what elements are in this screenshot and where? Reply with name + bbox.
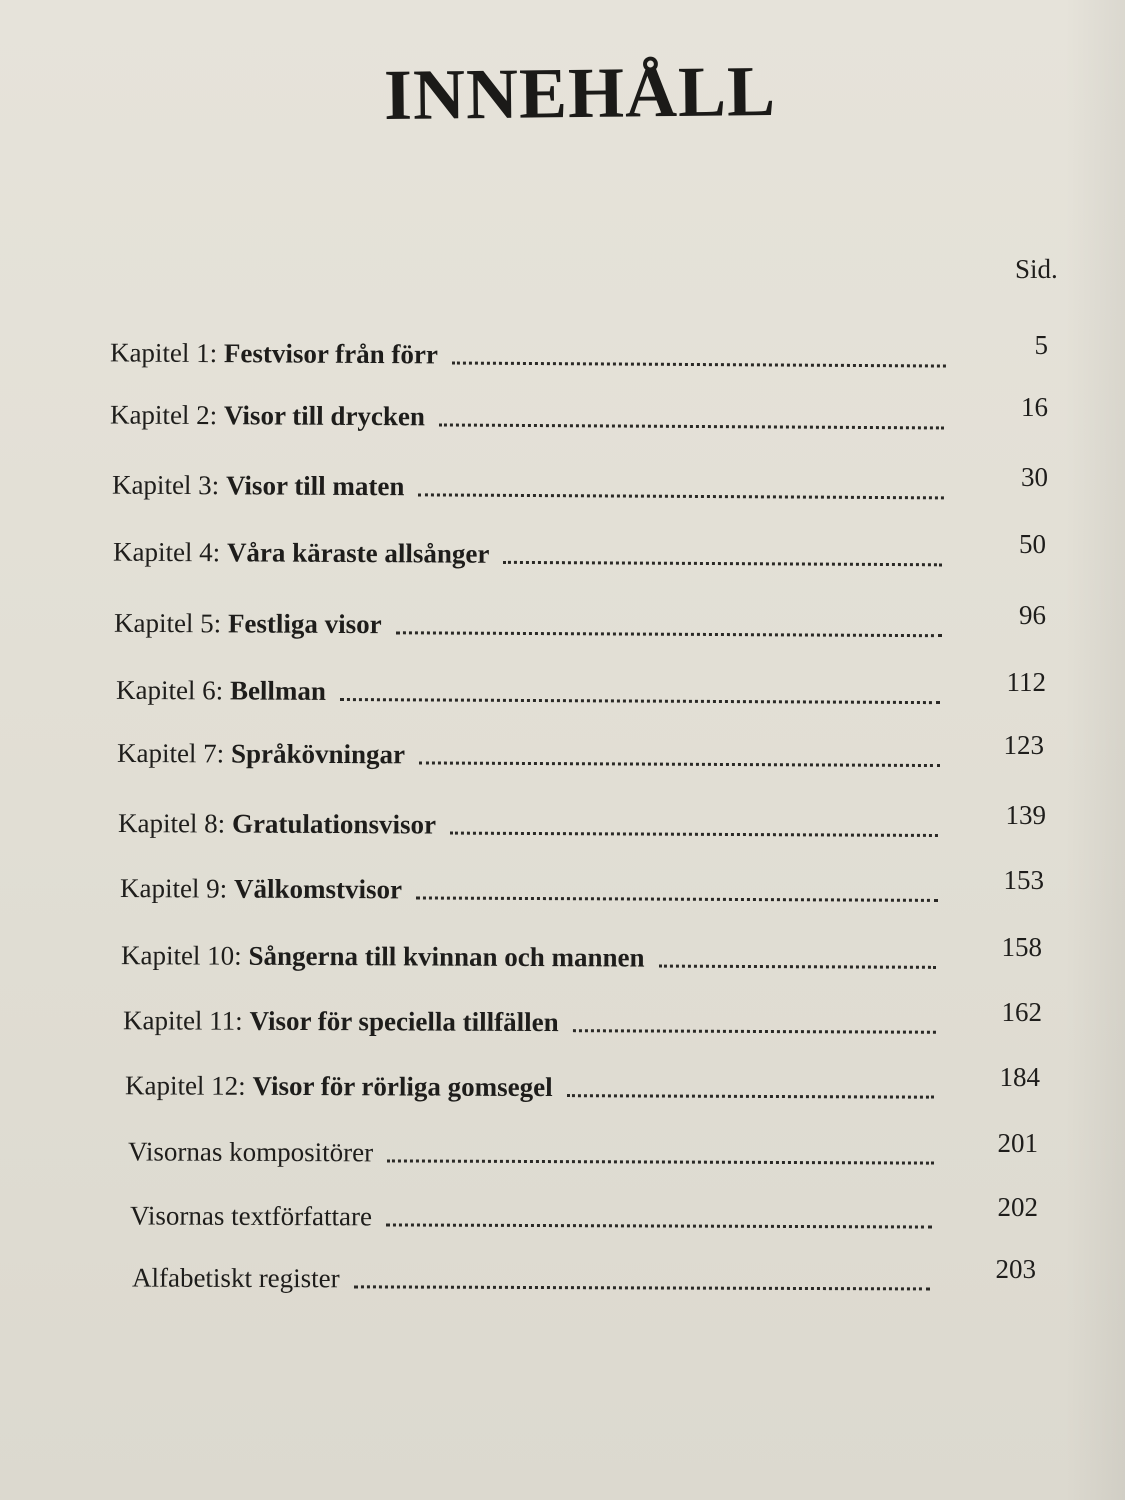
toc-chapter-label: Kapitel 1: (109, 337, 225, 369)
toc-chapter-name: Våra käraste allsånger (226, 537, 490, 569)
dot-leader (386, 1223, 932, 1228)
toc-chapter-label: Kapitel 4: (112, 536, 228, 568)
toc-chapter-label: Kapitel 10: (120, 940, 249, 971)
dot-leader (418, 493, 944, 499)
toc-entry (128, 1134, 940, 1171)
toc-entry-title (123, 1003, 559, 1039)
toc-entry (130, 1198, 938, 1235)
toc-entry-title (121, 938, 645, 974)
toc-chapter-label: Kapitel 6: (115, 674, 231, 706)
toc-page-number: 50 (1019, 529, 1046, 559)
toc-page-number: 203 (995, 1254, 1036, 1284)
toc-entry-title (120, 871, 402, 906)
page-column-label: Sid. (1015, 254, 1058, 284)
toc-chapter-name: Festliga visor (227, 608, 382, 640)
toc-entry-title (113, 535, 490, 571)
dot-leader (340, 698, 940, 704)
dot-leader (567, 1094, 934, 1099)
toc-chapter-name: Gratulationsvisor (231, 808, 437, 840)
toc-entry-title (118, 806, 436, 842)
toc-chapter-name: Visor till maten (225, 470, 405, 502)
toc-chapter-label: Kapitel 11: (122, 1005, 250, 1036)
toc-entry-title (112, 468, 405, 504)
dot-leader (452, 362, 946, 368)
toc-chapter-label: Kapitel 7: (116, 737, 232, 769)
toc-page-number: 162 (1001, 997, 1042, 1027)
toc-chapter-name: Språkövningar (230, 738, 406, 770)
dot-leader (439, 423, 944, 429)
dot-leader (416, 896, 938, 901)
toc-chapter-name: Festvisor från förr (223, 338, 439, 370)
toc-chapter-name: Alfabetiskt register (131, 1262, 340, 1294)
toc-chapter-name: Visor till drycken (223, 400, 426, 432)
toc-chapter-label: Kapitel 2: (109, 399, 225, 431)
toc-entry (112, 468, 950, 507)
toc-chapter-name: Visornas kompositörer (127, 1136, 374, 1168)
toc-entry-title (117, 736, 405, 771)
toc-entry (110, 398, 950, 437)
toc-chapter-name: Sångerna till kvinnan och mannen (248, 940, 645, 973)
toc-page-number: 96 (1019, 600, 1046, 630)
toc-entry-title (130, 1198, 372, 1233)
toc-page-number: 139 (1005, 800, 1046, 830)
toc-entry-title (132, 1261, 340, 1296)
toc-page-number: 184 (999, 1062, 1040, 1092)
toc-chapter-name: Välkomstvisor (233, 873, 403, 905)
dot-leader (387, 1159, 934, 1164)
toc-entry-title (110, 398, 425, 434)
toc-entry (114, 606, 948, 645)
toc-chapter-name: Visornas textförfattare (129, 1200, 373, 1232)
dot-leader (573, 1029, 936, 1034)
dot-leader (450, 832, 938, 837)
toc-chapter-label: Kapitel 8: (117, 807, 233, 839)
toc-page-number: 123 (1003, 730, 1044, 760)
toc-chapter-label: Kapitel 5: (113, 607, 229, 639)
toc-entry (113, 535, 948, 574)
toc-entry (132, 1261, 936, 1298)
toc-chapter-name: Visor för rörliga gomsegel (252, 1070, 553, 1103)
toc-entry-title (125, 1068, 553, 1104)
dot-leader (396, 631, 942, 637)
page-shadow (1065, 0, 1125, 1500)
toc-entry (110, 335, 952, 374)
toc-chapter-label: Kapitel 3: (111, 469, 227, 501)
toc-page-number: 16 (1021, 392, 1048, 422)
toc-page-number: 201 (997, 1128, 1038, 1158)
dot-leader (419, 761, 940, 767)
toc-entry-title (116, 673, 326, 708)
toc-entry (123, 1003, 942, 1041)
toc-chapter-name: Visor för speciella tillfällen (249, 1005, 559, 1038)
page-title: INNEHÅLL (383, 50, 777, 136)
toc-entry-title (110, 335, 438, 371)
toc-chapter-name: Bellman (229, 675, 327, 706)
toc-entry (118, 806, 944, 844)
toc-chapter-label: Kapitel 12: (124, 1070, 253, 1101)
toc-entry (125, 1068, 940, 1105)
toc-page-number: 5 (1034, 330, 1048, 360)
toc-page-number: 153 (1003, 865, 1044, 895)
toc-entry (116, 673, 946, 711)
dot-leader (503, 561, 942, 566)
toc-chapter-label: Kapitel 9: (119, 873, 235, 904)
toc-entry-title (128, 1134, 373, 1169)
toc-entry (120, 871, 944, 909)
toc-page-number: 202 (997, 1192, 1038, 1222)
toc-page-number: 158 (1001, 932, 1042, 962)
toc-page-number: 30 (1021, 462, 1048, 492)
toc-entry-title (114, 606, 382, 641)
toc-entry (117, 736, 946, 774)
dot-leader (659, 965, 936, 969)
toc-entry (121, 938, 942, 976)
dot-leader (354, 1285, 930, 1290)
toc-page-number: 112 (1006, 667, 1046, 697)
